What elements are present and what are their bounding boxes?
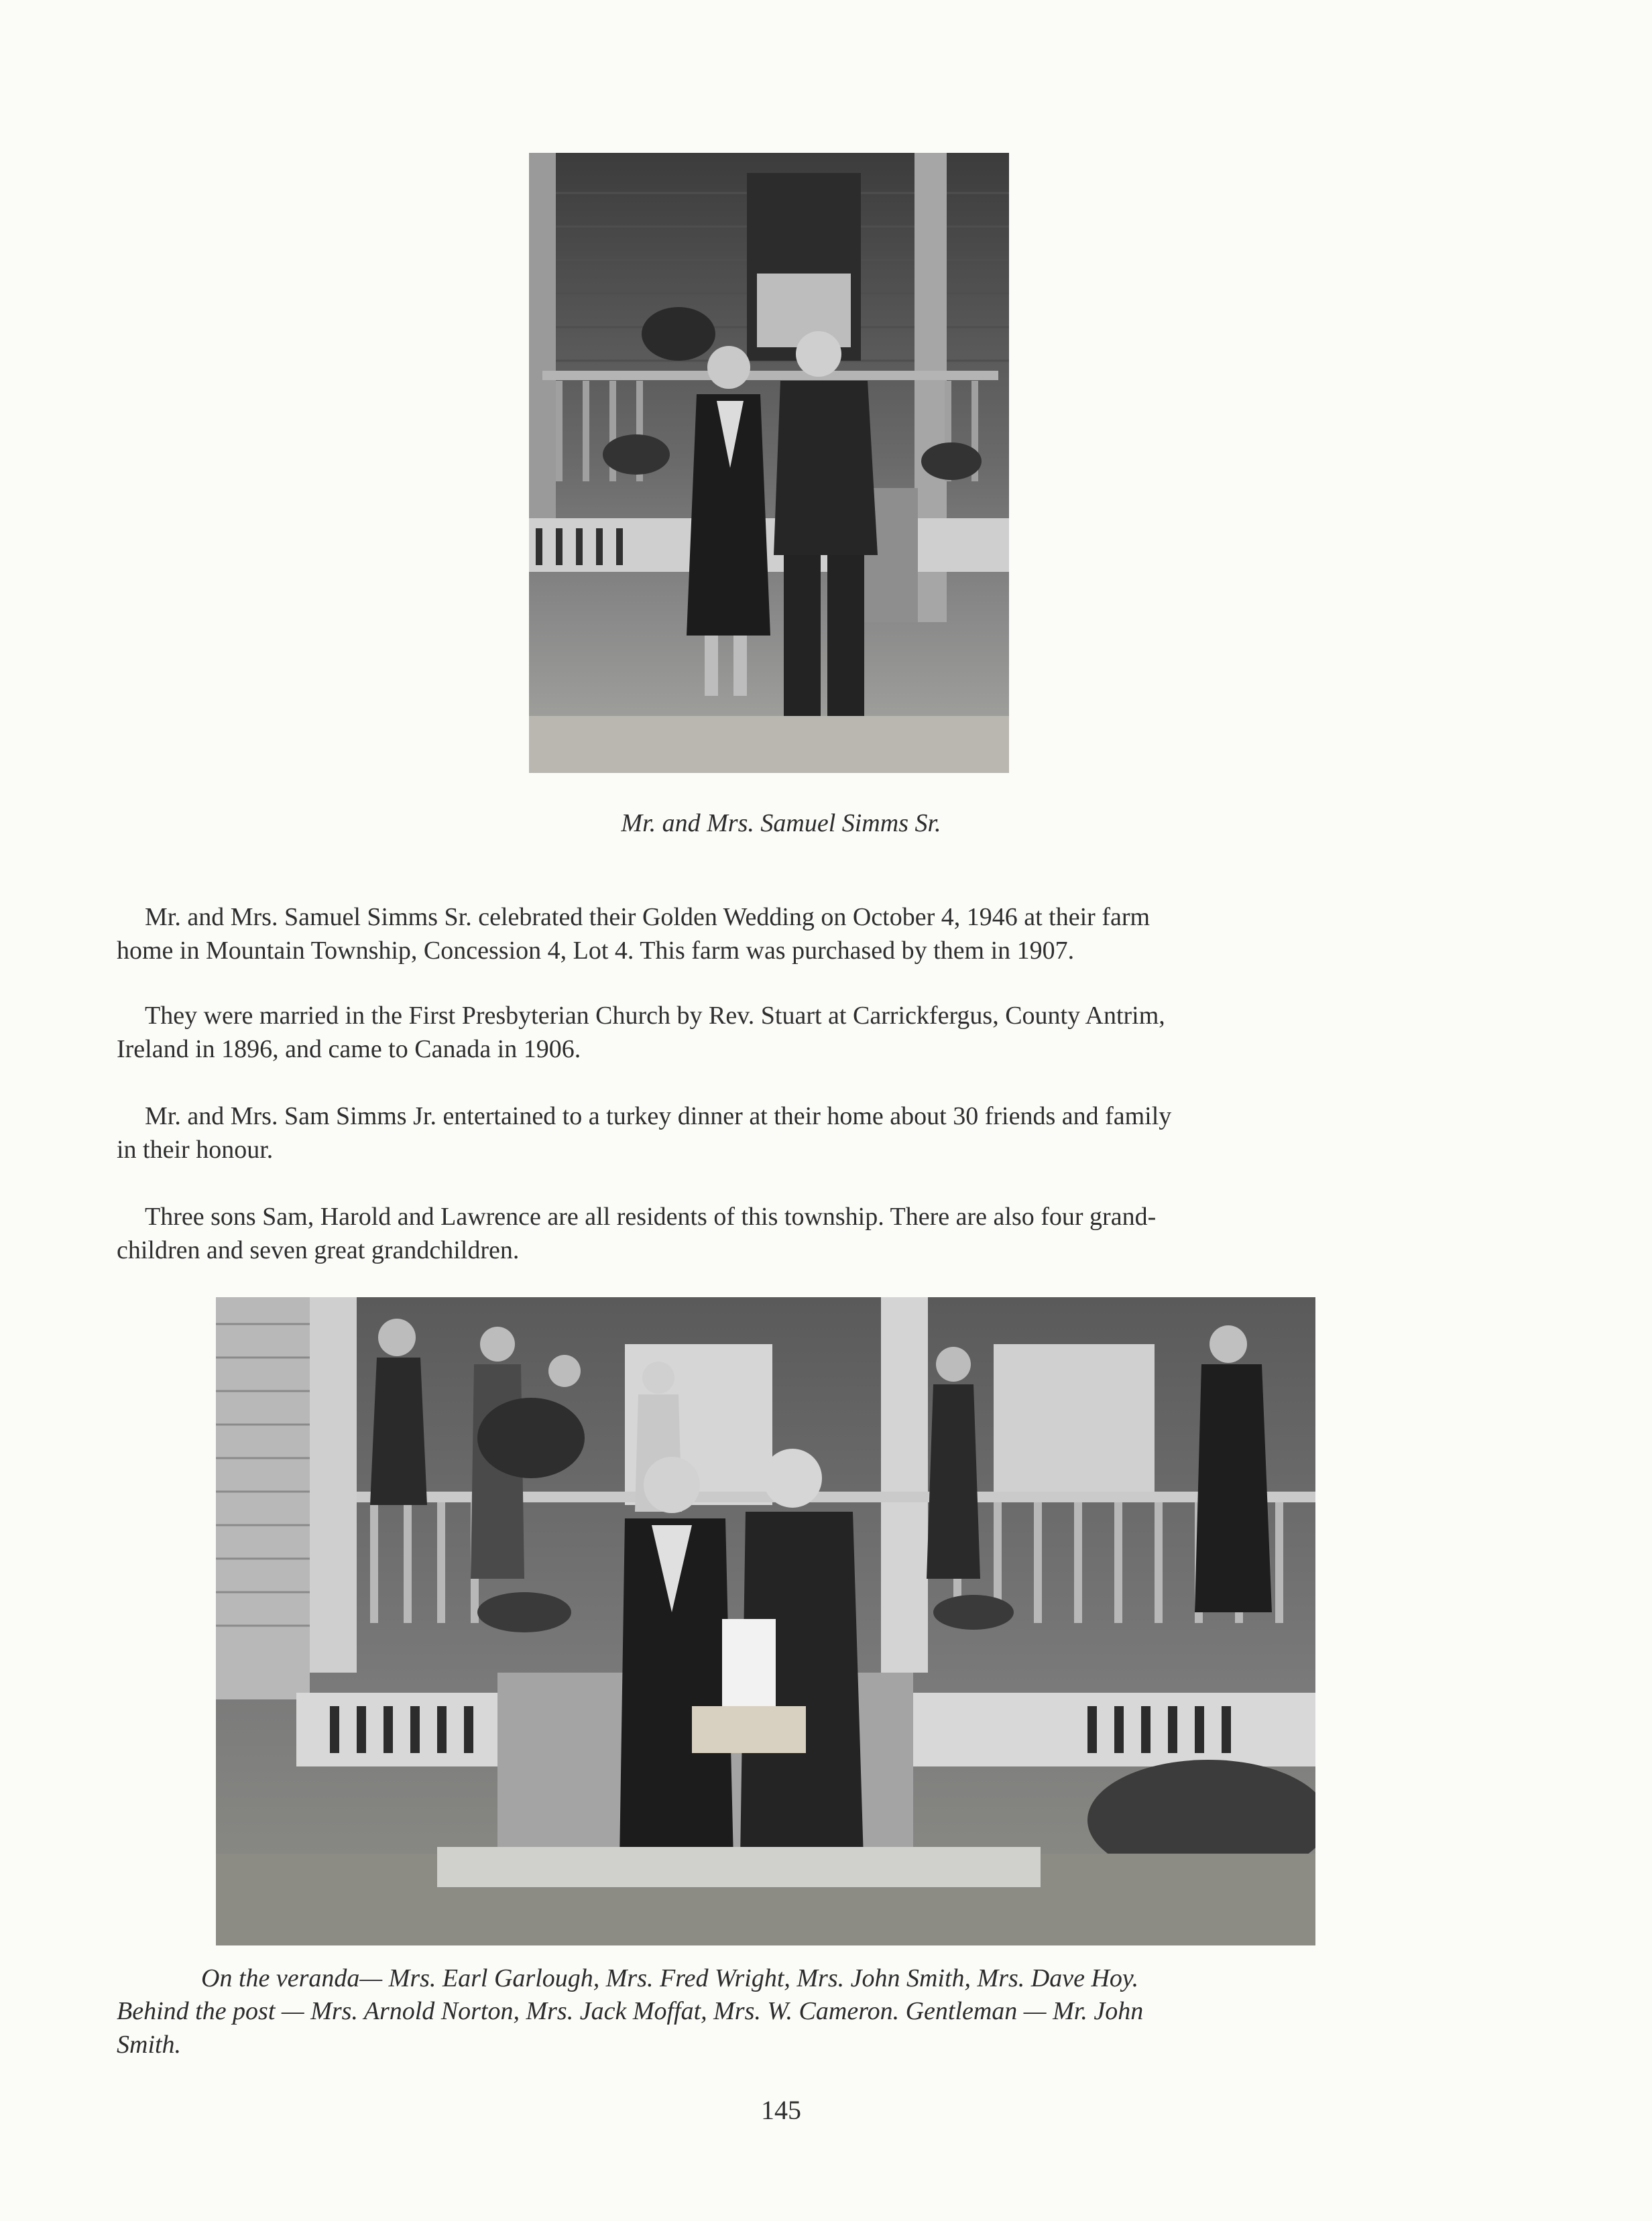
paragraph-line: Three sons Sam, Harold and Lawrence are all residents of this township. There are also four grand-	[145, 1203, 1157, 1231]
paragraph-line: Ireland in 1896, and came to Canada in 1906.	[117, 1035, 581, 1063]
top-photo-caption: Mr. and Mrs. Samuel Simms Sr.	[621, 809, 941, 837]
paragraph-line: They were married in the First Presbyterian Church by Rev. Stuart at Carrickfergus, County Antrim,	[145, 1002, 1165, 1030]
couple-photo-image	[529, 153, 1009, 773]
bottom-caption-line: Behind the post — Mrs. Arnold Norton, Mrs. Jack Moffat, Mrs. W. Cameron. Gentleman — Mr. John	[117, 1997, 1144, 2025]
bottom-caption-line: Smith.	[117, 2031, 182, 2059]
page-number: 145	[761, 2095, 801, 2125]
paragraph-line: Mr. and Mrs. Sam Simms Jr. entertained to a turkey dinner at their home about 30 friends and family	[145, 1102, 1172, 1130]
paragraph-line: in their honour.	[117, 1136, 274, 1164]
paragraph-line: children and seven great grandchildren.	[117, 1236, 520, 1264]
paragraph-dinner	[117, 1099, 1431, 1166]
paragraph-line: home in Mountain Township, Concession 4, Lot 4. This farm was purchased by them in 1907.	[117, 937, 1075, 965]
paragraph-line: Mr. and Mrs. Samuel Simms Sr. celebrated their Golden Wedding on October 4, 1946 at their farm	[145, 903, 1150, 931]
paragraph-golden-wedding	[117, 900, 1431, 967]
paragraph-marriage	[117, 999, 1431, 1066]
bottom-caption-line: On the veranda— Mrs. Earl Garlough, Mrs. Fred Wright, Mrs. John Smith, Mrs. Dave Hoy.	[201, 1964, 1139, 1992]
veranda-group-photo-image	[216, 1297, 1315, 1945]
paragraph-family	[117, 1200, 1431, 1267]
couple-photo	[529, 153, 1009, 773]
veranda-group-photo	[216, 1297, 1315, 1945]
